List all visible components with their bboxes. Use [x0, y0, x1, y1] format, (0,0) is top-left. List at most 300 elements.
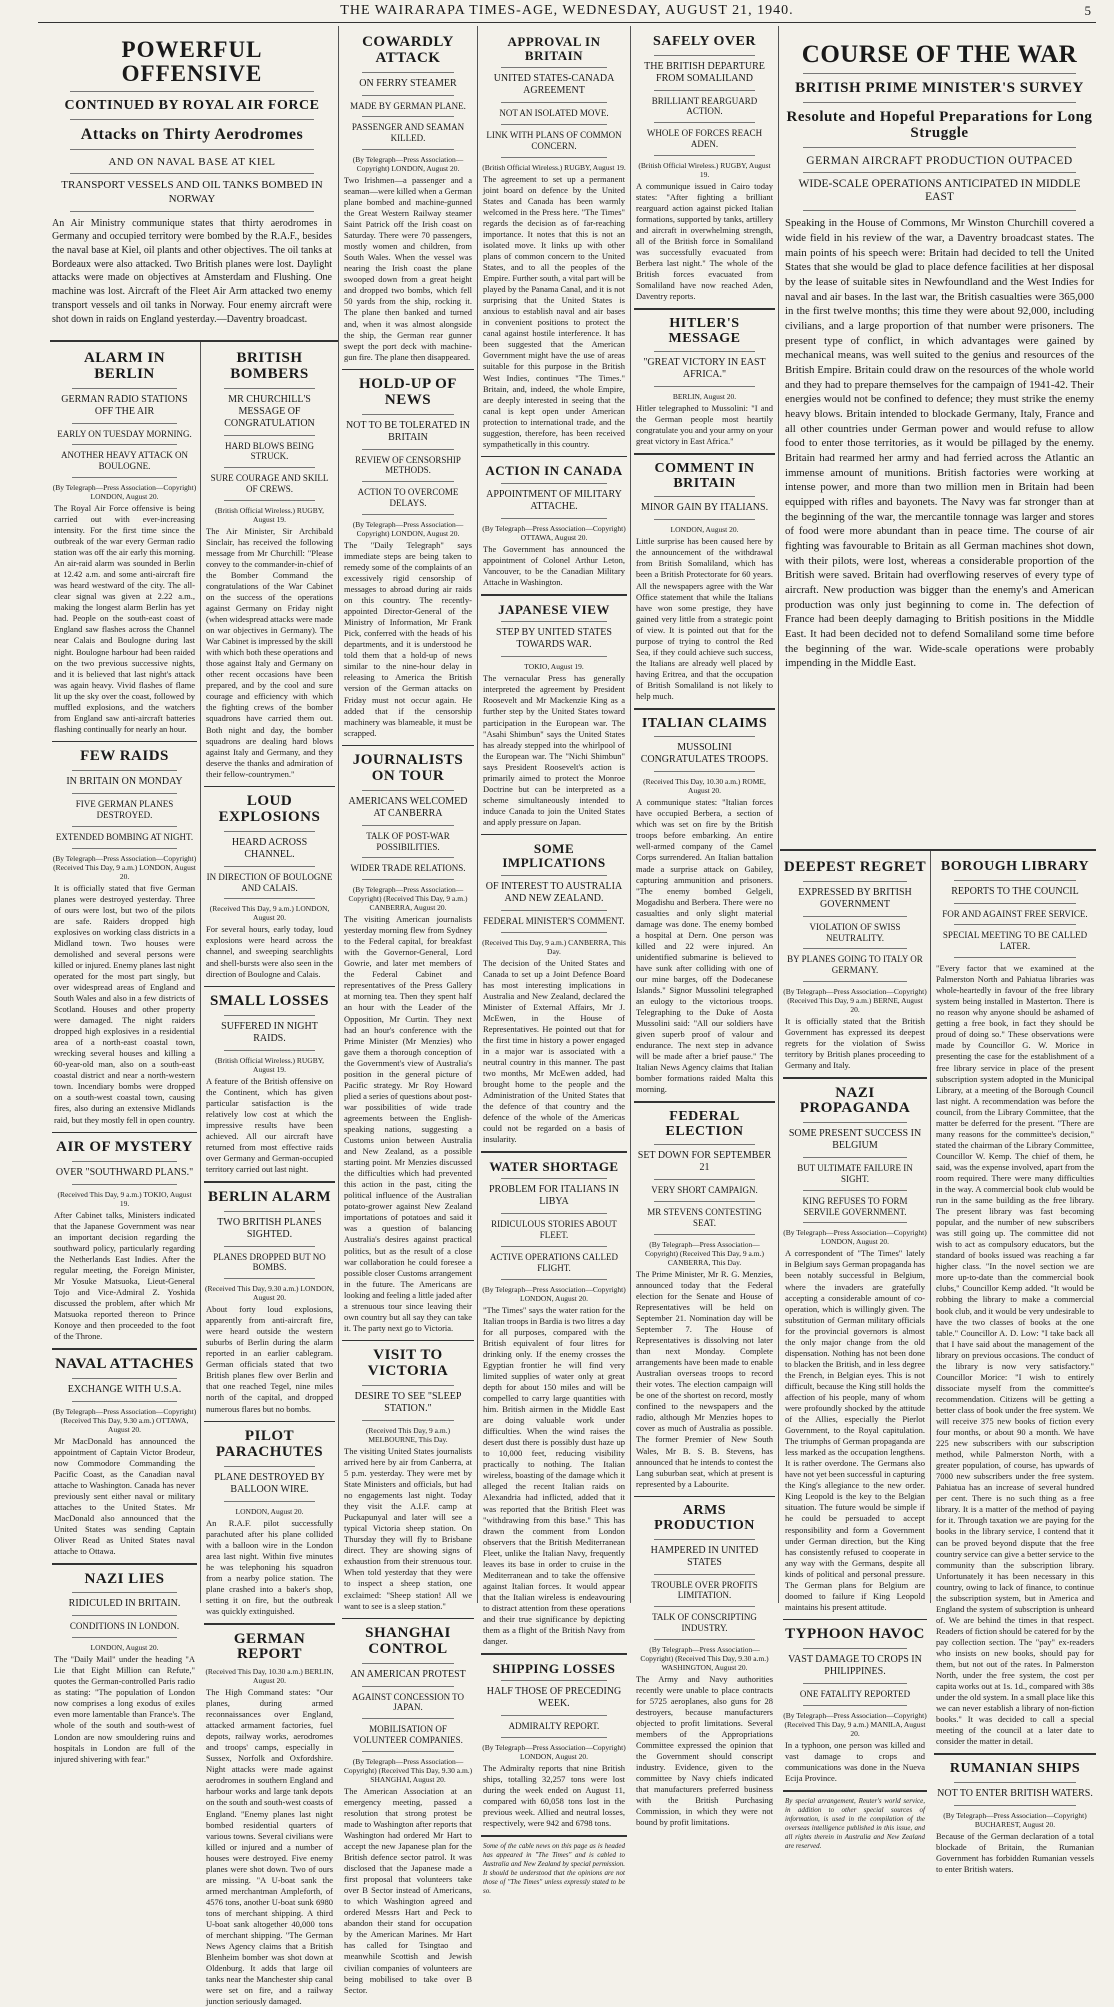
article: [481, 594, 627, 828]
article-dateline: (British Official Wireless.) RUGBY, August 19.: [482, 162, 626, 172]
deck-rule: [654, 1574, 755, 1575]
article: [481, 456, 627, 588]
deck-rule: [72, 1161, 177, 1162]
deck-rule: [224, 388, 315, 389]
deck-rule: [803, 1648, 907, 1649]
deck-rule: [501, 1246, 607, 1247]
deck-rule: [654, 55, 755, 56]
article: [481, 1151, 627, 1647]
article-subhead: ACTIVE OPERATIONS CALLED FLIGHT.: [490, 1252, 618, 1273]
article: [634, 708, 775, 1095]
article-headline: PILOT PARACHUTES: [215, 1428, 324, 1460]
deck-rule: [362, 1751, 454, 1752]
article-dateline: (British Official Wireless.) RUGBY, August 19.: [214, 505, 325, 524]
article-divider: [342, 1618, 474, 1620]
article-body: The Prime Minister, Mr R. G. Menzies, announced today that the Federal election for the Senate and House of Representatives will be held on September 21. Nomination day will be September 7. The House of Representatives is dissolving not later than next Monday. Complete arrangements have been made to enable Australian overseas troops to record their votes. The election campaign will be one of the shortest on record, mostly confined to the newspapers and the radio, although Mr Menzies hopes to cover as much of Australia as possible. The former Premier of New South Wales, Mr B. S. B. Stevens, has announced that he intends to contest the Lang suburban seat, which at present is represented by a Labourite.: [636, 1268, 773, 1489]
article-subhead: TALK OF CONSCRIPTING INDUSTRY.: [652, 1612, 757, 1633]
column-6: [783, 853, 927, 1851]
deck-rule: [501, 518, 607, 519]
article: [783, 1619, 927, 1784]
column-rule: [630, 26, 631, 1603]
deck-rule: [362, 481, 454, 482]
deck-rule: [654, 122, 755, 123]
deck-rule: [803, 948, 907, 949]
article-divider: [52, 1348, 197, 1350]
article-headline: RUMANIAN SHIPS: [949, 1760, 1081, 1776]
article-body: The vernacular Press has generally interpreted the agreement by President Roosevelt and Mr Mackenzie King as a further step by the United States toward participation in the European war. The "Asahi Shimbun" says the United States has already stepped into the whirlpool of the European war. The "Nichi Shimbun" says President Roosevelt's action is primarily aimed to protect the Monroe Doctrine but can be interpreted as a scheme simultaneously intended to induce Canada to join the United States and apply pressure on Japan.: [483, 673, 625, 827]
article-headline: BOROUGH LIBRARY: [940, 859, 1090, 874]
article-dateline: (British Official Wireless.) RUGBY, August 19.: [214, 1055, 325, 1074]
article-subhead: EXCHANGE WITH U.S.A.: [67, 1383, 182, 1395]
article-subhead: STEP BY UNITED STATES TOWARDS WAR.: [496, 627, 612, 651]
page-number: 5: [1084, 3, 1092, 18]
article-body: The decision of the United States and Canada to set up a Joint Defence Board has most interesting implications in Australia and New Zealand, declared the Minister of External Affairs, Mr J. McEwen, in the House of Representatives. He pointed out that for the first time in history a power engaged in a major war is associated with a neutral country in this manner. The past two months, Mr McEwen added, had brought home to the people and the Administration of the United States that the defence of that country and the defence of the whole of the Americas could not be regarded on a basis of insularity.: [483, 957, 625, 1145]
article-subhead: KING REFUSES TO FORM SERVILE GOVERNMENT.: [802, 1195, 908, 1217]
article-divider: [634, 1496, 775, 1498]
article-headline: BERLIN ALARM: [207, 1188, 332, 1205]
column-rule: [200, 340, 201, 1603]
article-divider: [481, 456, 627, 458]
article-subhead: WHOLE OF FORCES REACH ADEN.: [646, 128, 763, 150]
article-divider: [934, 1753, 1096, 1755]
article-dateline: (By Telegraph—Press Association—Copyright) (Received This Day, 9 a.m.) MANILA, August 20.: [783, 1710, 927, 1738]
article-body: About forty loud explosions, apparently from anti-aircraft fire, were heard outside the western suburbs of Berlin during the alarm reported in an earlier cablegram. German officials stated that two British planes flew over Berlin and that one reached Tegel, nine miles north of the capital, and dropped numerous flares but no bombs.: [206, 1304, 333, 1414]
article: [783, 860, 927, 1071]
article-headline: GERMAN REPORT: [233, 1630, 306, 1663]
article-subhead: ADMIRALTY REPORT.: [508, 1721, 600, 1732]
article-subhead: MUSSOLINI CONGRATULATES TROOPS.: [640, 742, 769, 766]
deck-rule: [362, 1686, 454, 1687]
article-body: The Army and Navy authorities recently were unable to place contracts for 5725 aeroplanes, also guns for 28 destroyers, because manufacturers objected to profit limitations. Several members of the Appropriations Committee expressed the opinion that the Government should conscript industry. Evidence, given to the committee by Navy chiefs indicated that manufacturers preferred business with the British Purchasing Commission, in which they were not bound by profit limitations.: [636, 1673, 773, 1828]
article-headline: DEEPEST REGRET: [783, 859, 927, 875]
article-headline: HOLD-UP OF NEWS: [359, 376, 457, 408]
article-divider: [52, 741, 197, 743]
article-dateline: (Received This Day, 9 a.m.) TOKIO, August 19.: [57, 1189, 192, 1208]
article-body: The Air Minister, Sir Archibald Sinclair, has received the following message from Mr Churchill: "Please convey to the commander-in-chief of the Bomber Command the congratulations of the War Cabinet on the success of the operations against Germany on Friday night (when widespread attacks were made on war objectives in Germany). The War Cabinet is impressed by the skill with which both these operations and those against Italy and Germany on other recent occasions have been prepared, and by the cool and sure courage and efficiency with which the fighting crews of the bomber squadrons have carried them out. Both night and day, the bomber squadrons are dealing hard blows against Italy and Germany, and they deserve the thanks and admiration of their fellow-countrymen.": [206, 525, 333, 779]
article-divider: [783, 1077, 927, 1079]
deck-rule: [501, 910, 607, 911]
article: [634, 1496, 775, 1829]
article-subhead: ACTION TO OVERCOME DELAYS.: [357, 487, 459, 509]
article-body: In a typhoon, one person was killed and vast damage to crops and communications was done in the Nueva Ecija Province.: [785, 1739, 925, 1784]
deck-rule: [501, 67, 607, 68]
article-body: The "Daily Mail" under the heading "A Lie that Eight Million can Refute," quotes the German-controlled Paris radio as stating: "The population of London now comprises a long exodus of exiles even more lamentable than France's. The whole of the south and south-west of London are now smouldering ruins and hospitals in London are full of the injured shivering with fear.": [54, 1654, 195, 1764]
article-subhead: RIDICULOUS STORIES ABOUT FLEET.: [491, 1219, 617, 1241]
article-divider: [634, 1101, 775, 1103]
article-divider: [204, 1181, 335, 1183]
column-rule: [930, 850, 931, 1603]
article-subhead: IN BRITAIN ON MONDAY: [66, 776, 183, 788]
deck-rule: [803, 981, 907, 982]
deck-rule: [362, 1663, 454, 1664]
deck-rule: [72, 444, 177, 445]
article: [481, 834, 627, 1145]
article-subhead: PLANES DROPPED BUT NO BOMBS.: [213, 1251, 326, 1273]
deck-rule: [954, 903, 1076, 904]
article-dateline: (By Telegraph—Press Association—Copyright) OTTAWA, August 20.: [482, 523, 626, 542]
article-dateline: LONDON, August 20.: [670, 525, 739, 535]
article: [204, 786, 335, 980]
article-headline: BRITISH BOMBERS: [230, 350, 309, 382]
article: [342, 35, 474, 363]
deck-rule: [501, 1715, 607, 1716]
article: [934, 860, 1096, 1747]
article: [52, 351, 197, 735]
deck-rule: [72, 477, 177, 478]
article-dateline: (By Telegraph—Press Association—Copyright) (Received This Day, 9 a.m.) BERNE, August 20.: [783, 986, 927, 1014]
article-body: An R.A.F. pilot successfully parachuted after his plane collided with a balloon wire in the London area last night. Within five minutes he was telephoning his squadron from a nearby police station. The plane crashed into a baker's shop, setting it on fire, but the outbreak was quickly extinguished.: [206, 1517, 333, 1616]
article-subhead: AN AMERICAN PROTEST: [350, 1668, 466, 1680]
masthead: [38, 0, 1096, 23]
deck-rule: [362, 72, 454, 73]
article: [342, 1618, 474, 1996]
article-dateline: (By Telegraph—Press Association—Copyright) (Received This Day, 9 a.m.) LONDON, August 20.: [52, 853, 197, 881]
article-body: The Royal Air Force offensive is being carried out with ever-increasing intensity. For the first time since the outbreak of the war every German radio station was off the air early this morning. An air-raid alarm was sounded in Berlin at 12.42 a.m. and some anti-aircraft fire was heard westward of the city. The all-clear signal was given at 2.22 a.m., making the longest alarm Berlin has yet had. People on the south-east coast of England saw flashes across the Channel near Calais and Boulogne during last night. Boulogne harbour had been raided on the two previous successive nights, and it is believed that last night's attack was again heavy. Vivid flashes of flame lit up the sky over the coast, followed by muffled explosions, and the watchers from England saw anti-aircraft batteries flashing continually for nearly an hour.: [54, 502, 195, 734]
deck-rule: [803, 1190, 907, 1191]
article: [204, 351, 335, 780]
deck-rule: [501, 621, 607, 622]
article-headline: VISIT TO VICTORIA: [367, 1347, 449, 1380]
deck-rule: [72, 848, 177, 849]
article-dateline: (Received This Day, 10.30 a.m.) ROME, August 20.: [643, 777, 766, 796]
deck-rule: [362, 1420, 454, 1421]
deck-rule: [72, 388, 177, 389]
article-body: The High Command states: "Our planes, during armed reconnaissances over England, attacked armament factories, fuel depots, railway works, aerodromes and troops' camps, especially in Sussex, Norfolk and Oxfordshire. Night attacks were made against aerodromes in southern England and harbour works and large tank depots on the south and south-west coasts of England. "Enemy planes last night bombed residential quarters of various towns. Several civilians were killed or injured and a number of houses were destroyed. Five enemy planes were shot down. Two of ours are missing. "A U-boat sank the armed merchantman Ampleforth, of 4576 tons, another U-boat sunk 6980 tons of merchant shipping. A third U-boat sank altogether 40,000 tons of merchant shipping. "The German News Agency claims that a British Blenheim bomber was shot down at Oldenburg. It adds that large oil tanks near the Manchester ship canal were set on fire, and a railway junction seriously damaged.: [206, 1687, 334, 2007]
article-subhead: ONE FATALITY REPORTED: [799, 1689, 911, 1700]
article-subhead: VIOLATION OF SWISS NEUTRALITY.: [809, 921, 901, 943]
deck-rule: [803, 1157, 907, 1158]
deck-rule: [72, 1184, 177, 1185]
article-body: The visiting United States journalists arrived here by air from Canberra, at 5 p.m. yesterday. They were met by State Ministers and officials, but had no engagements last night. Today they visit the A.I.F. camp at Puckapunyal and later will see a typical Victoria sheep station. On Thursday they will fly to Brisbane direct. They are showing signs of exhaustion from their strenuous tour. When told yesterday that they were to inspect a sheep station, one exclaimed: "Sheep station! All we want to see is a sleep station.": [344, 1445, 472, 1611]
deck-rule: [954, 924, 1076, 925]
article-headline: NAZI LIES: [84, 1570, 165, 1587]
article: [634, 35, 775, 302]
deck-rule: [654, 496, 755, 497]
article-dateline: (By Telegraph—Press Association—Copyright) (Received This Day, 9 a.m.) CANBERRA, This Day.: [645, 1239, 764, 1267]
article-subhead: HARD BLOWS BEING STRUCK.: [225, 440, 314, 462]
article-headline: HITLER'S MESSAGE: [668, 315, 741, 346]
deck-rule: [224, 831, 315, 832]
article-body: The agreement to set up a permanent joint board on defence by the United States and Canada has been warmly welcomed in the Press here. "The Times" regards the decision as of far-reaching importance. It notes that this is not an isolated move. It links up with other plans of common concern to the United States, and to all the peoples of the Empire. Further south, a vital part will be played by the Panama Canal, and it is not surprising that the United States is anxious to establish naval and air bases in convenient positions to protect the canal against hostile interference. It has been suggested that the American Government might have the use of areas suitable for this purpose in the British West Indies, continues "The Times." Britain, and, indeed, the whole Empire, are deeply interested in seeing that the canal is kept open under American protection to international trade, and the suggestion, therefore, has been received sympathetically in this country.: [483, 173, 625, 449]
article-subhead: REPORTS TO THE COUNCIL: [951, 885, 1079, 897]
article-divider: [634, 708, 775, 710]
article-subhead: FEDERAL MINISTER'S COMMENT.: [483, 915, 625, 926]
footnote: Some of the cable news on this page as is headed has appeared in "The Times" and is cabled to Australia and New Zealand by special permission. It should be understood that the opinions are not those of "The Times" unless expressly stated to be so.: [483, 1841, 625, 1896]
article: [204, 1181, 335, 1414]
article-dateline: (Received This Day, 9 a.m.) CANBERRA, This Day.: [482, 937, 626, 956]
deck-rule: [803, 1122, 907, 1123]
article-divider: [481, 834, 627, 836]
article-subhead: IN DIRECTION OF BOULOGNE AND CALAIS.: [206, 871, 333, 893]
deck-rule: [501, 1213, 607, 1214]
article: [204, 1421, 335, 1617]
article-divider: [342, 369, 474, 371]
article-body: Mr MacDonald has announced the appointment of Captain Victor Brodeur, now Commodore Commanding the Pacific Coast, as the Canadian naval attache to Washington. Canada has never previously sent either naval or military attaches to the United States. Mr MacDonald also announced that the United States was sending Captain Oliver Read as United States naval attache to Ottawa.: [54, 1435, 195, 1557]
article-subhead: REVIEW OF CENSORSHIP METHODS.: [355, 454, 461, 476]
article-subhead: PASSENGER AND SEAMAN KILLED.: [351, 122, 465, 144]
article-headline: TYPHOON HAVOC: [785, 1626, 925, 1643]
deck-rule: [654, 1606, 755, 1607]
article-body: Little surprise has been caused here by the announcement of the withdrawal from British Somaliland, which has been a British Protectorate for 60 years. All the newspapers agree with the War Office statement that while the Italians have won some prestige, they have gained very little from a strategic point of view. It is pointed out that for the purpose of trying to control the Red Sea, if they could achieve such success, the Italians are already well placed by having Eritrea, and that the occupation of British Somaliland is not likely to help much.: [636, 536, 773, 701]
deck-rule: [224, 1466, 315, 1467]
article-divider: [783, 1790, 927, 1792]
article: [342, 745, 474, 1334]
deck-rule: [72, 1615, 177, 1616]
deck-rule: [72, 770, 177, 771]
article-headline: COWARDLY ATTACK: [362, 34, 454, 66]
article-subhead: EXTENDED BOMBING AT NIGHT.: [55, 831, 194, 842]
article-subhead: EXPRESSED BY BRITISH GOVERNMENT: [798, 886, 912, 910]
article-subhead: BY PLANES GOING TO ITALY OR GERMANY.: [787, 954, 923, 976]
deck-rule: [803, 1705, 907, 1706]
article-subhead: SURE COURAGE AND SKILL OF CREWS.: [210, 473, 329, 494]
article-divider: [481, 594, 627, 596]
deck-rule: [72, 1592, 177, 1593]
deck-rule: [362, 414, 454, 415]
article-dateline: LONDON, August 20.: [235, 1506, 304, 1516]
deck-rule: [362, 790, 454, 791]
deck-rule: [654, 1179, 755, 1180]
article-body: Hitler telegraphed to Mussolini: "I and the German people most heartily congratulate you and your army on your great victory in East Africa.": [636, 403, 773, 447]
article-headline: SHIPPING LOSSES: [492, 1660, 616, 1676]
deck-rule: [654, 386, 755, 387]
article-body: Because of the German declaration of a total blockade of Britain, the Rumanian Government has forbidden Rumanian vessels to enter British waters.: [936, 1830, 1094, 1874]
deck-rule: [224, 1278, 315, 1279]
article-divider: [481, 1653, 627, 1655]
article-dateline: (By Telegraph—Press Association—Copyright) (Received This Day, 9.30 a.m.) SHANGHAI, August 20.: [343, 1756, 473, 1784]
article-divider: [481, 1835, 627, 1837]
article-body: After Cabinet talks, Ministers indicated that the Japanese Government was near an important decision regarding the southward policy, particularly regarding the Netherlands East Indies. After the regular meeting, the Foreign Minister, Mr Yosuke Matsuoka, Lieut-General Tojo and Vice-Admiral Z. Yoshida discussed the problem, after which Mr Matsuoka reported thereon to Prince Konoye and then proceeded to the foot of the Throne.: [54, 1209, 195, 1342]
article-body: A communique issued in Cairo today states: "After fighting a brilliant rearguard action against picked Italian formations, supported by tanks, artillery and aircraft in overwhelming strength, all of the British force in Somaliland was successfully evacuated from Berbera last night." The whole of the British forces evacuated from Somaliland have now reached Aden, Daventry reports.: [636, 180, 773, 302]
article-headline: FEW RAIDS: [80, 748, 169, 765]
article-subhead: MR STEVENS CONTESTING SEAT.: [647, 1207, 762, 1228]
article-divider: [634, 308, 775, 310]
deck-rule: [362, 95, 454, 96]
article-subhead: ANOTHER HEAVY ATTACK ON BOULOGNE.: [60, 450, 189, 472]
deck-rule: [224, 1015, 315, 1016]
article-subhead: OVER "SOUTHWARD PLANS.": [55, 1166, 194, 1178]
article-divider: [204, 1623, 335, 1625]
article-divider: [204, 786, 335, 788]
war-deck-3: GERMAN AIRCRAFT PRODUCTION OUTPACED: [806, 154, 1073, 167]
article-subhead: NOT TO ENTER BRITISH WATERS.: [937, 1787, 1093, 1799]
article-dateline: (By Telegraph—Press Association—Copyright) LONDON, August 20.: [482, 1743, 626, 1762]
article-dateline: (By Telegraph—Press Association—Copyright) LONDON, August 20.: [52, 482, 197, 501]
war-story: [783, 28, 1096, 846]
deck-rule: [72, 1401, 177, 1402]
article-divider: [342, 1340, 474, 1342]
lead-deck-4: TRANSPORT VESSELS AND OIL TANKS BOMBED IN NORWAY: [61, 179, 323, 205]
article-subhead: "GREAT VICTORY IN EAST AFRICA.": [643, 357, 766, 381]
article-subhead: GERMAN RADIO STATIONS OFF THE AIR: [61, 393, 188, 417]
lead-headline: POWERFUL OFFENSIVE: [121, 37, 263, 87]
article: [52, 741, 197, 1126]
deck-rule: [654, 1539, 755, 1540]
column-rule: [778, 26, 779, 1603]
war-deck-1: BRITISH PRIME MINISTER'S SURVEY: [795, 80, 1084, 97]
article: [481, 35, 627, 450]
article-headline: NAVAL ATTACHES: [55, 1355, 194, 1372]
footnote: By special arrangement, Reuter's world service, in addition to other special sources of information, is used in the compilation of the overseas intelligence published in this issue, and all rights therein in Australia and New Zealand are reserved.: [785, 1796, 925, 1851]
article-dateline: (By Telegraph—Press Association—Copyright) LONDON, August 20.: [783, 1228, 927, 1247]
article-subhead: NOT AN ISOLATED MOVE.: [499, 108, 609, 119]
article-body: A communique states: "Italian forces have occupied Berbera, a section of which was set on fire by the British troops before embarking. An entire well-armed company of the Camel Corps surrendered. An Italian battalion made a surprise attack on Gabiley, capturing ammunition and prisoners. "The enemy bombed Gelgeli, Mogadishu and Berbera. There were no casualties and only slight material damage was done. The enemy bombed a hospital at Dern. One person was killed and 22 were injured. An unidentified submarine is believed to have sunk after colliding with one of our mine barges, off the Dodecanese Islands." Signor Mussolini telegraphed an eulogy to the victorious troops. Telegraphing to the Duke of Aosta Mussolini said: "All our soldiers have given superb proof of valour and endurance. The next step in advance will be made after a brief pause." The Italian News Agency claims that Italian bomber formations raided Malta this morning.: [636, 797, 773, 1095]
article: [52, 1132, 197, 1343]
article-divider: [783, 1619, 927, 1621]
deck-rule: [803, 1222, 907, 1223]
lead-body: An Air Ministry communique states that thirty aerodromes in Germany and occupied territory were bombed by the R.A.F., besides the naval base at Kiel, oil plants and other objectives. The oil tanks at Bordeaux were also attacked. Two British planes were lost. Daylight attacks were made on objectives at Amsterdam and Flushing. One machine was lost. Aircraft of the Fleet Air Arm attacked two enemy transport vessels and oil tanks in Norway. Four enemy aircraft were shot down in raids on England yesterday.—Daventry broadcast.: [52, 217, 332, 325]
article-dateline: (By Telegraph—Press Association—Copyright) LONDON, August 20.: [482, 1284, 626, 1303]
deck-rule: [362, 857, 454, 858]
article-body: It is officially stated that the British Government has expressed its deepest regrets for the violation of Swiss territory by British planes proceeding to Germany and Italy.: [785, 1015, 925, 1071]
deck-rule: [654, 90, 755, 91]
deck-rule: [72, 826, 177, 827]
article-body: For several hours, early today, loud explosions were heard across the channel, and sweeping searchlights and shell-bursts were also seen in the direction of Boulogne and Calais.: [206, 924, 333, 979]
article-subhead: UNITED STATES-CANADA AGREEMENT: [493, 73, 615, 97]
deck-rule: [362, 825, 454, 826]
article: [204, 986, 335, 1176]
article-dateline: LONDON, August 20.: [90, 1643, 159, 1653]
lead-deck-1: CONTINUED BY ROYAL AIR FORCE: [64, 98, 320, 114]
deck-rule: [224, 467, 315, 468]
article-subhead: HAMPERED IN UNITED STATES: [650, 1544, 759, 1568]
deck-rule: [501, 875, 607, 876]
article: [52, 1348, 197, 1557]
article-body: The American Association at an emergency meeting, passed a resolution that strong protest be made to Washington after reports that Washington had ordered Mr Hart to accept the new Japanese plan for the British defence sector patrol. It was disclosed that the Japanese made a first proposal that volunteers take over B Sector instead of Americans, to which Washington agreed and ordered Messrs Hart and Peck to abandon their stand for occupation by the American Marines. Mr Hart has called for Tsingtao and meanwhile Scottish and Jewish civilian companies of volunteers are being mobilised to take over B Sector.: [344, 1785, 472, 1995]
article-dateline: (By Telegraph—Press Association—Copyright) (Received This Day, 9.30 a.m.) WASHINGTON, August 20.: [640, 1644, 769, 1672]
deck-rule: [362, 879, 454, 880]
article-headline: LOUD EXPLOSIONS: [218, 793, 321, 826]
deck-rule: [501, 1279, 607, 1280]
deck-rule: [654, 1201, 755, 1202]
article-body: It is officially stated that five German planes were destroyed yesterday. Three of ours were lost, but two of the pilots are safe. Raiders dropped high explosives on working class districts in a Midland town. Two houses were demolished and several persons were killed or injured. Enemy planes last night operated for the most part singly, but over widespread areas of England and South Wales and also in a few districts of Scotland. Houses and other property were damaged. The night raiders dropped high explosives in a residential area of a north-east coastal town, wrecking several houses and killing a 60-year-old man, also on a south-east coastal district and near a north-western town. Incendiary bombs were dropped on a south-west coastal town, causing fires, also during an extensive Midlands raid, but they mostly fell in open country.: [54, 882, 195, 1125]
article: [634, 308, 775, 447]
deck-rule: [362, 116, 454, 117]
deck-rule: [954, 1805, 1076, 1806]
article-body: The "Daily Telegraph" says immediate steps are being taken to remedy some of the complaints of an excessively rigid censorship of messages to abroad during air raids on this country. The recently-appointed Director-General of the Ministry of Information, Mr Frank Pick, conferred with the heads of his departments, and it is understood he told them that a hold-up of news similar to the nine-hour delay in releasing to America the British version of the German attacks on Friday must not occur again. He added that if the censorship machinery was blameable, it must be scrapped.: [344, 539, 472, 738]
deck-rule: [654, 771, 755, 772]
article-subhead: WIDER TRADE RELATIONS.: [350, 863, 466, 874]
deck-rule: [72, 1637, 177, 1638]
article-subhead: PLANE DESTROYED BY BALLOON WIRE.: [214, 1471, 325, 1495]
article-body: A feature of the British offensive on the Continent, which has given particular satisfaction is the relatively low cost at which the impressive results have been achieved. All our aircraft have returned from most effective raids over Germany and German-occupied territory carried out last night.: [206, 1075, 333, 1175]
article-subhead: BUT ULTIMATE FAILURE IN SIGHT.: [797, 1163, 913, 1184]
deck-rule: [654, 351, 755, 352]
article-dateline: TOKIO, August 19.: [524, 662, 584, 672]
deck-rule: [501, 932, 607, 933]
section-rule: [780, 849, 1096, 851]
deck-rule: [501, 483, 607, 484]
article-headline: SOME IMPLICATIONS: [502, 841, 606, 871]
article: [634, 1101, 775, 1489]
article-dateline: BERLIN, August 20.: [672, 392, 737, 402]
deck-rule: [654, 736, 755, 737]
deck-rule: [224, 500, 315, 501]
deck-rule: [362, 149, 454, 150]
article-subhead: FIVE GERMAN PLANES DESTROYED.: [75, 799, 174, 820]
article: [342, 1340, 474, 1612]
article-subhead: MADE BY GERMAN PLANE.: [350, 100, 466, 111]
deck-rule: [803, 881, 907, 882]
article-divider: [634, 453, 775, 455]
war-deck-4: WIDE-SCALE OPERATIONS ANTICIPATED IN MIDDLE EAST: [798, 177, 1081, 204]
deck-rule: [224, 1501, 315, 1502]
deck-rule: [654, 155, 755, 156]
article-subhead: AMERICANS WELCOMED AT CANBERRA: [348, 795, 468, 819]
column-3: [342, 28, 474, 1995]
deck-rule: [501, 102, 607, 103]
article-headline: FEDERAL ELECTION: [665, 1108, 744, 1139]
article-subhead: FOR AND AGAINST FREE SERVICE.: [942, 908, 1088, 919]
article-dateline: (Received This Day, 9 a.m.) LONDON, August 20.: [209, 904, 330, 923]
article-subhead: AGAINST CONCESSION TO JAPAN.: [351, 1691, 465, 1713]
deck-rule: [501, 1178, 607, 1179]
article-body: "The Times" says the water ration for the Italian troops in Bardia is two litres a day for all purposes, compared with the British equivalent of four litres for drinking only. If the enemy crosses the Egyptian frontier he will find very limited supplies of water only at great depth for about 150 miles and will be compelled to carry large quantities with him. British airmen in the Middle East are doing valuable work under difficulties. When the wind raises the desert dust there is possibly dust haze up to 10,000 feet, reducing visibility practically to nothing. The Italian wireless, boasting of the damage which it alleged the recent Italian raids on Alexandria had inflicted, added that it was reported that the British Fleet was "withdrawing from this base." This has drawn the comment from London observers that the British Mediterranean Fleet, unlike the Italian Navy, frequently leaves its base in order to cruise in the Mediterranean and to take the offensive against Italian forces. It would appear that the Italian wireless is endeavouring to distract attention from these operations and their true significance by depicting them as a flight of the British Navy from danger.: [483, 1304, 625, 1647]
article-subhead: SET DOWN FOR SEPTEMBER 21: [637, 1150, 772, 1174]
article-subhead: MOBILISATION OF VOLUNTEER COMPANIES.: [353, 1724, 463, 1745]
article: [634, 453, 775, 702]
article-subhead: BRILLIANT REARGUARD ACTION.: [651, 95, 758, 117]
article-subhead: MINOR GAIN BY ITALIANS.: [640, 502, 769, 514]
article-dateline: (By Telegraph—Press Association—Copyright) BUCHAREST, August 20.: [943, 1810, 1087, 1829]
deck-rule: [654, 1144, 755, 1145]
lead-story: [50, 28, 334, 338]
war-headline: COURSE OF THE WAR: [801, 41, 1078, 68]
deck-rule: [72, 423, 177, 424]
article-headline: COMMENT IN BRITAIN: [654, 460, 755, 491]
article-subhead: OF INTEREST TO AUSTRALIA AND NEW ZEALAND.: [485, 880, 623, 904]
lead-deck-2: Attacks on Thirty Aerodromes: [80, 125, 304, 143]
article-subhead: ON FERRY STEAMER: [359, 77, 457, 89]
deck-rule: [654, 1639, 755, 1640]
article-body: The Government has announced the appointment of Colonel Arthur Leton, Vancouver, to be the Canadian Military Attache in Washington.: [483, 543, 625, 588]
article-body: Two Irishmen—a passenger and a seaman—were killed when a German plane bombed and machine-gunned the Great Western Railway steamer Saint Patrick off the Irish coast on Saturday. There were 70 passengers, mostly women and children, from South Wales. When the vessel was nearing the Irish coast the plane swooped down from a great height and dropped two bombs, which fell 50 yards from the ship, rocking it. The plane then banked and turned and, when it was almost alongside the ship, the German rear gunner swept the port deck with machine-gun fire. The plane then disappeared.: [344, 174, 472, 362]
column-2: [204, 344, 335, 2007]
article-subhead: PROBLEM FOR ITALIANS IN LIBYA: [488, 1184, 620, 1208]
deck-rule: [954, 957, 1076, 958]
deck-rule: [501, 1737, 607, 1738]
article-dateline: (British Official Wireless.) RUGBY, August 19.: [638, 160, 771, 179]
deck-rule: [954, 1782, 1076, 1783]
article-dateline: (By Telegraph—Press Association—Copyright) (Received This Day, 9.30 a.m.) OTTAWA, August 20.: [52, 1406, 197, 1434]
column-1: [52, 344, 197, 1764]
article-subhead: TWO BRITISH PLANES SIGHTED.: [217, 1216, 322, 1240]
article-divider: [204, 1421, 335, 1423]
article-dateline: (Received This Day, 10.30 a.m.) BERLIN, August 20.: [205, 1667, 334, 1685]
deck-rule: [224, 866, 315, 867]
article-subhead: MR CHURCHILL'S MESSAGE OF CONGRATULATION: [224, 393, 315, 429]
deck-rule: [224, 1211, 315, 1212]
article-dateline: (By Telegraph—Press Association—Copyright) (Received This Day, 9 a.m.) CANBERRA, August 20.: [348, 885, 468, 913]
column-rule: [477, 26, 478, 1603]
article-headline: APPROVAL IN BRITAIN: [507, 34, 601, 63]
article-divider: [481, 1151, 627, 1153]
deck-rule: [362, 514, 454, 515]
article-body: The Admiralty reports that nine British ships, totalling 32,257 tons were lost during the week ended on August 11, compared with 60,058 tons lost in the previous week. Allied and neutral losses, respectively, were 942 and 6798 tons.: [483, 1763, 625, 1829]
article: [481, 1653, 627, 1829]
article-subhead: SUFFERED IN NIGHT RAIDS.: [221, 1020, 318, 1044]
article-subhead: HEARD ACROSS CHANNEL.: [231, 836, 308, 860]
article-subhead: SOME PRESENT SUCCESS IN BELGIUM: [788, 1128, 922, 1152]
article: [342, 369, 474, 739]
article-headline: SMALL LOSSES: [210, 993, 329, 1010]
deck-rule: [501, 124, 607, 125]
article-headline: SHANGHAI CONTROL: [365, 1625, 451, 1657]
article-headline: JAPANESE VIEW: [498, 601, 610, 617]
column-7: [934, 853, 1096, 1874]
article-subhead: VAST DAMAGE TO CROPS IN PHILIPPINES.: [788, 1654, 922, 1678]
deck-rule: [501, 1680, 607, 1681]
